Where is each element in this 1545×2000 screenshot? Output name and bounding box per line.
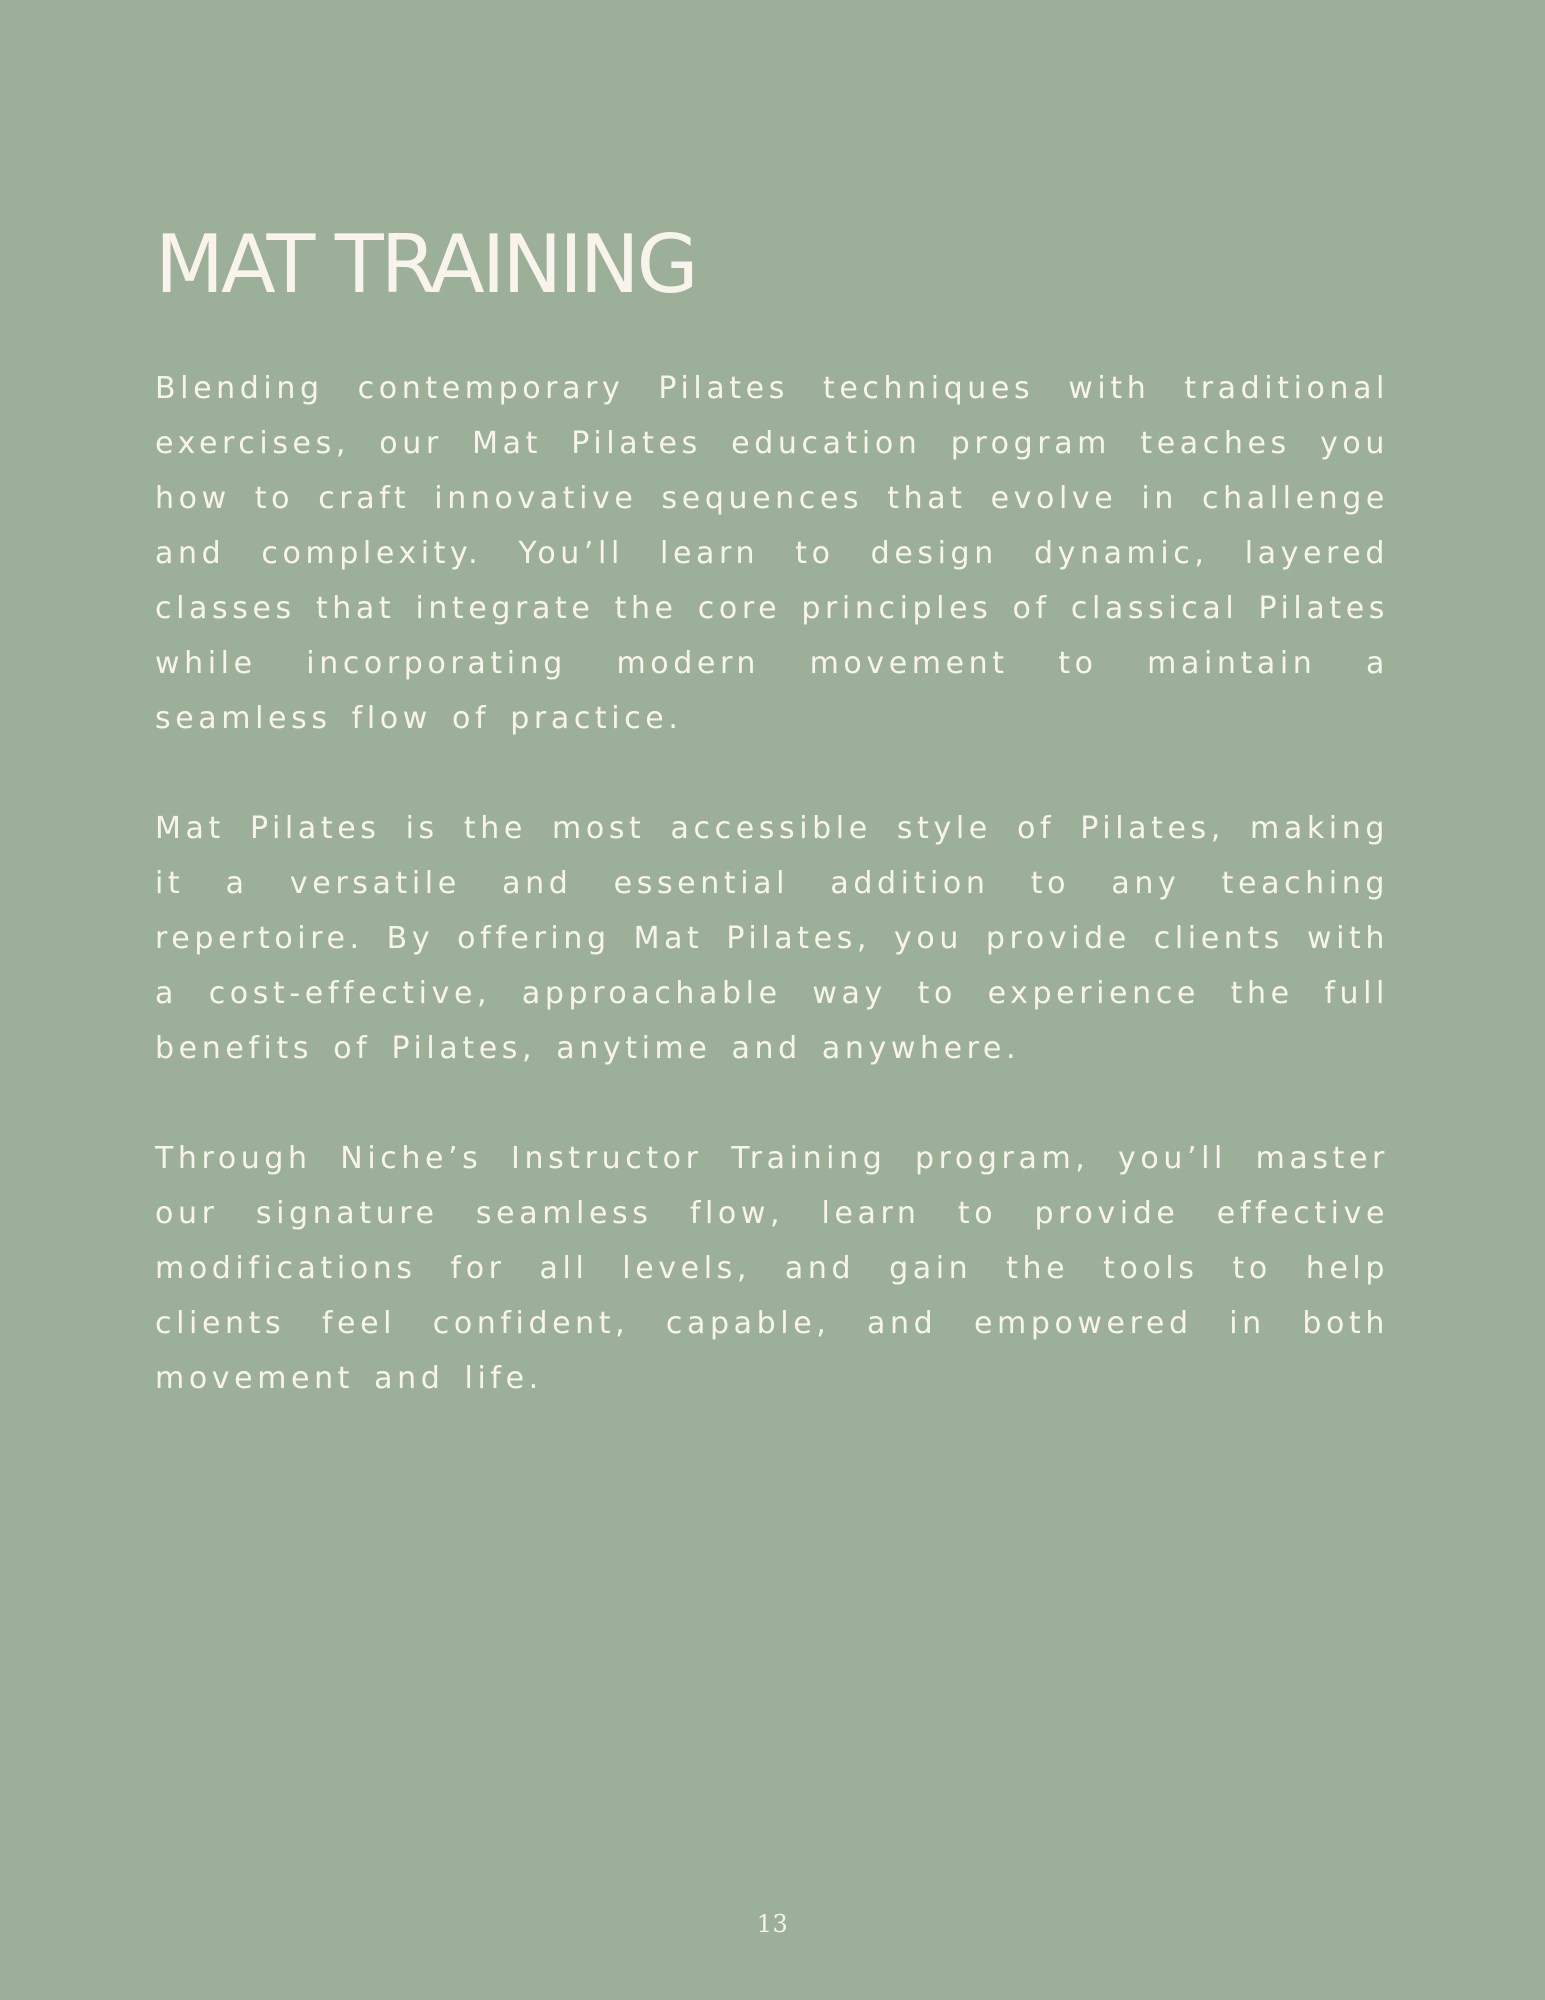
body-paragraph-3: Through Niche’s Instructor Training program, you’ll master our signature seamless flow, learn to provide effective modifications for all levels, and gain the tools to help clients feel confident, capable, and empowered in both movement and life. (155, 1141, 1389, 1396)
body-paragraph-2: Mat Pilates is the most accessible style of Pilates, making it a versatile and essential addition to any teaching repertoire. By offering Mat Pilates, you provide clients with a cost-effective, approachable way to experience the full benefits of Pilates, anytime and anywhere. (155, 811, 1389, 1066)
page-content (155, 218, 1389, 1461)
page-number: 13 (756, 1910, 789, 1938)
page-title: MAT TRAINING (155, 218, 696, 311)
body-paragraph-1: Blending contemporary Pilates techniques with traditional exercises, our Mat Pilates education program teaches you how to craft innovative sequences that evolve in challenge and complexity. You’ll learn to design dynamic, layered classes that integrate the core principles of classical Pilates while incorporating modern movement to maintain a seamless flow of practice. (155, 371, 1389, 736)
